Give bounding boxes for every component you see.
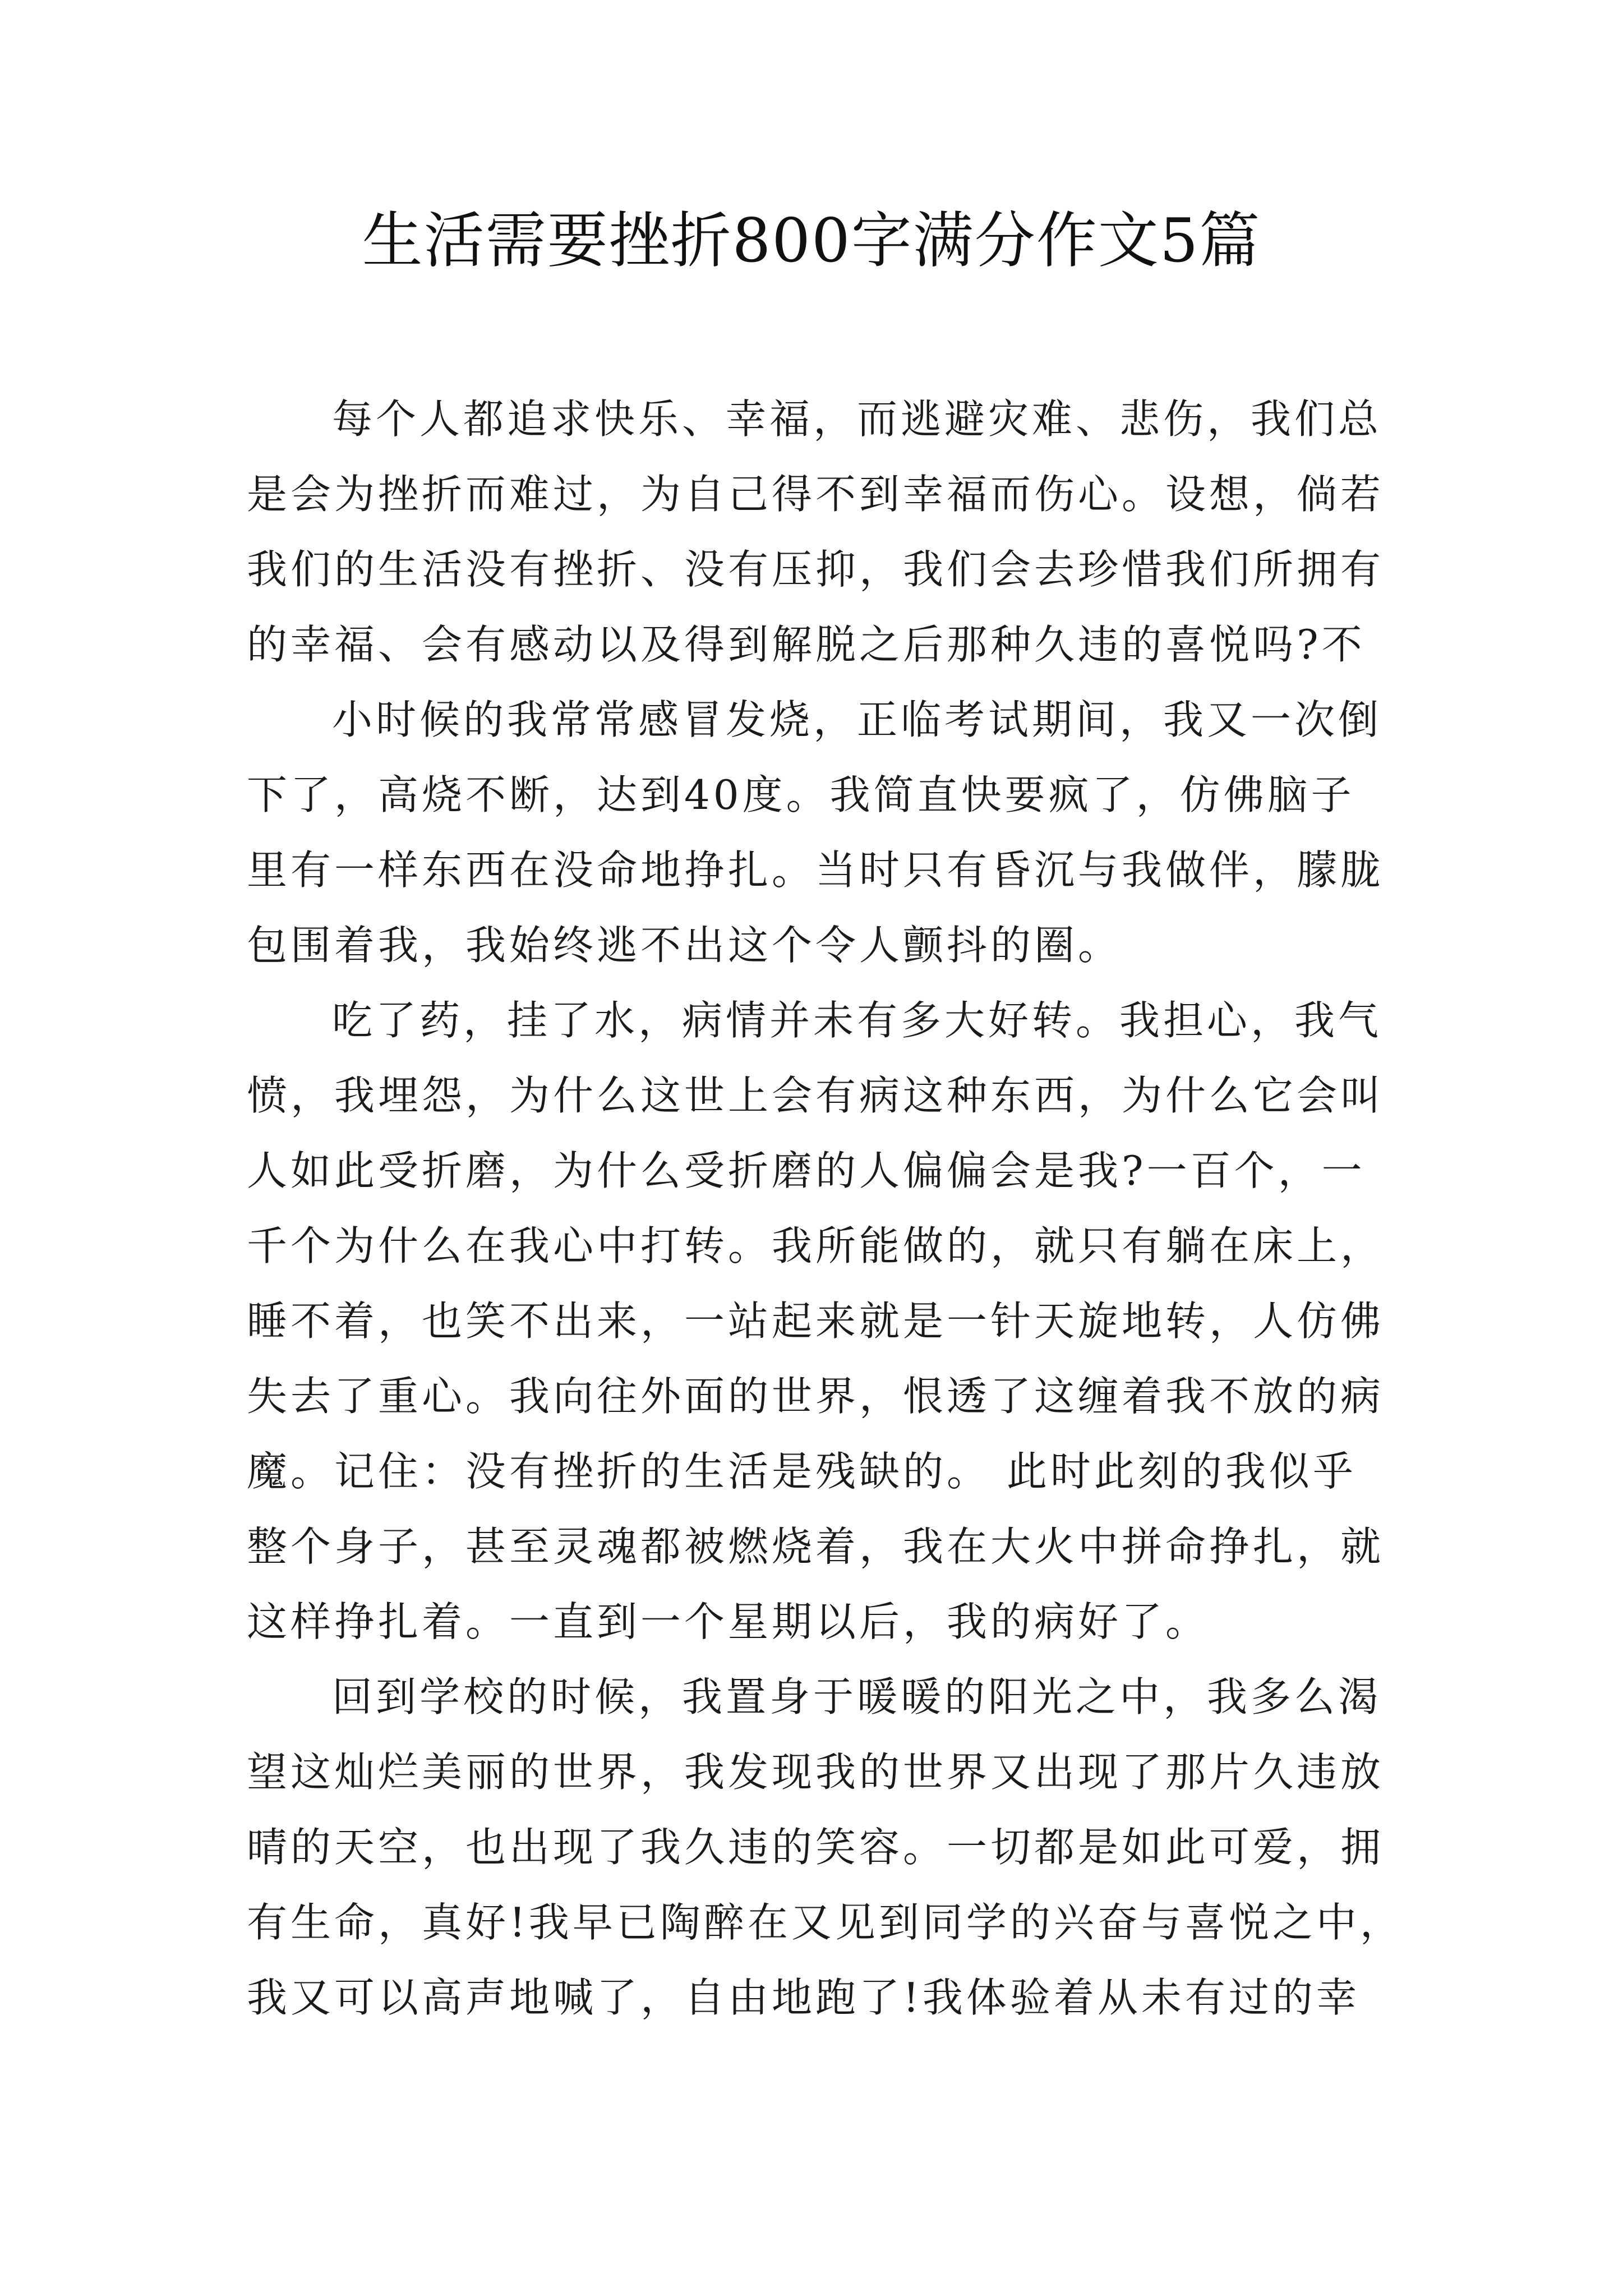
paragraph-line: 这样挣扎着。一直到一个星期以后，我的病好了。 [247, 1598, 1210, 1645]
paragraph-line: 吃了药，挂了水，病情并未有多大好转。我担心，我气 [332, 997, 1382, 1044]
paragraph-line: 晴的天空，也出现了我久违的笑容。一切都是如此可爱，拥 [247, 1824, 1385, 1871]
paragraph-line: 我们的生活没有挫折、没有压抑，我们会去珍惜我们所拥有 [247, 546, 1385, 593]
paragraph-line: 整个身子，甚至灵魂都被燃烧着，我在大火中拼命挣扎，就 [247, 1523, 1385, 1570]
paragraph-line: 人如此受折磨，为什么受折磨的人偏偏会是我?一百个，一 [247, 1147, 1366, 1194]
paragraph-line: 下了，高烧不断，达到40度。我简直快要疯了，仿佛脑子 [247, 771, 1355, 818]
paragraph-line: 愤，我埋怨，为什么这世上会有病这种东西，为什么它会叫 [247, 1072, 1385, 1119]
paragraph-line: 里有一样东西在没命地挣扎。当时只有昏沉与我做伴，朦胧 [247, 846, 1385, 894]
paragraph-line: 睡不着，也笑不出来，一站起来就是一针天旋地转，人仿佛 [247, 1297, 1385, 1345]
paragraph-line: 魔。记住：没有挫折的生活是残缺的。 此时此刻的我似乎 [247, 1448, 1357, 1495]
paragraph-line: 千个为什么在我心中打转。我所能做的，就只有躺在床上， [247, 1222, 1385, 1269]
paragraph-line: 望这灿烂美丽的世界，我发现我的世界又出现了那片久违放 [247, 1749, 1385, 1796]
paragraph-line: 有生命，真好!我早已陶醉在又见到同学的兴奋与喜悦之中， [247, 1899, 1404, 1946]
paragraph-line: 我又可以高声地喊了，自由地跑了!我体验着从未有过的幸 [247, 1974, 1360, 2021]
paragraph-line: 包围着我，我始终逃不出这个令人颤抖的圈。 [247, 922, 1122, 969]
paragraph-line: 回到学校的时候，我置身于暖暖的阳光之中，我多么渴 [332, 1673, 1382, 1720]
document-body [247, 381, 1404, 2035]
paragraph-line: 是会为挫折而难过，为自己得不到幸福而伤心。设想，倘若 [247, 471, 1385, 518]
paragraph-line: 每个人都追求快乐、幸福，而逃避灾难、悲伤，我们总 [332, 395, 1382, 443]
paragraph-line: 失去了重心。我向往外面的世界，恨透了这缠着我不放的病 [247, 1373, 1385, 1420]
paragraph-line: 的幸福、会有感动以及得到解脱之后那种久违的喜悦吗?不 [247, 621, 1366, 668]
document-title: 生活需要挫折800字满分作文5篇 [362, 206, 1261, 276]
paragraph-line: 小时候的我常常感冒发烧，正临考试期间，我又一次倒 [332, 696, 1382, 743]
